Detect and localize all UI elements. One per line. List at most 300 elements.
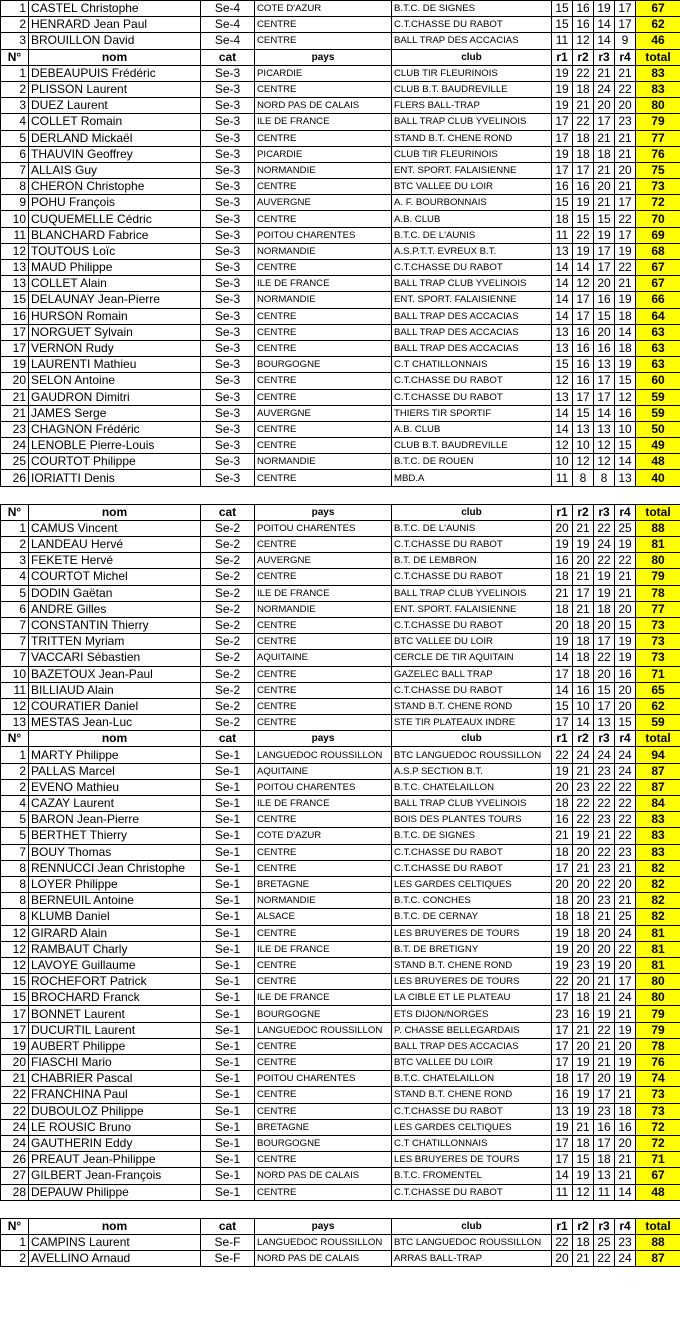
- cell-r1: 17: [552, 715, 573, 731]
- cell-r4: 17: [615, 227, 636, 243]
- cell-r2: 14: [573, 715, 594, 731]
- cell-r4: 19: [615, 1071, 636, 1087]
- cell-r4: 23: [615, 1234, 636, 1250]
- cell-rank: 8: [1, 860, 29, 876]
- cell-total: 81: [636, 957, 680, 973]
- cell-r2: 17: [573, 162, 594, 178]
- cell-cat: Se-4: [201, 17, 255, 33]
- cell-name: BARON Jean-Pierre: [29, 812, 201, 828]
- table-row: [1, 876, 680, 892]
- cell-r1: 11: [552, 470, 573, 486]
- cell-name: CHABRIER Pascal: [29, 1071, 201, 1087]
- cell-name: AVELLINO Arnaud: [29, 1251, 201, 1267]
- cell-name: COLLET Alain: [29, 276, 201, 292]
- cell-r3: 23: [594, 1103, 615, 1119]
- cell-total: 80: [636, 553, 680, 569]
- cell-pays: CENTRE: [255, 324, 392, 340]
- cell-cat: Se-2: [201, 520, 255, 536]
- cell-r2: 14: [573, 260, 594, 276]
- cell-pays: CENTRE: [255, 957, 392, 973]
- cell-name: BLANCHARD Fabrice: [29, 227, 201, 243]
- cell-rank: 17: [1, 1022, 29, 1038]
- cell-r2: 17: [573, 1071, 594, 1087]
- cell-club: B.T.C. DE L'AUNIS: [392, 520, 552, 536]
- cell-pays: POITOU CHARENTES: [255, 227, 392, 243]
- cell-pays: NORMANDIE: [255, 292, 392, 308]
- cell-r3: 13: [594, 1168, 615, 1184]
- cell-pays: ILE DE FRANCE: [255, 276, 392, 292]
- header-r2: r2: [573, 1218, 594, 1234]
- cell-total: 83: [636, 828, 680, 844]
- cell-r2: 21: [573, 98, 594, 114]
- cell-total: 87: [636, 779, 680, 795]
- cell-total: 81: [636, 925, 680, 941]
- cell-r2: 18: [573, 81, 594, 97]
- cell-total: 48: [636, 454, 680, 470]
- cell-cat: Se-1: [201, 1168, 255, 1184]
- cell-pays: CENTRE: [255, 438, 392, 454]
- cell-cat: Se-2: [201, 601, 255, 617]
- cell-r2: 16: [573, 1006, 594, 1022]
- cell-r2: 16: [573, 373, 594, 389]
- table-row: [1, 1, 680, 17]
- cell-club: A. F. BOURBONNAIS: [392, 195, 552, 211]
- cell-r2: 20: [573, 974, 594, 990]
- spacer-cell: [1, 1200, 680, 1218]
- cell-rank: 25: [1, 454, 29, 470]
- cell-rank: 28: [1, 1184, 29, 1200]
- cell-pays: CENTRE: [255, 812, 392, 828]
- cell-pays: CENTRE: [255, 682, 392, 698]
- cell-r3: 20: [594, 666, 615, 682]
- cell-r2: 16: [573, 357, 594, 373]
- cell-pays: CENTRE: [255, 1087, 392, 1103]
- cell-name: LAURENTI Mathieu: [29, 357, 201, 373]
- cell-r2: 17: [573, 389, 594, 405]
- cell-pays: CENTRE: [255, 860, 392, 876]
- cell-name: PREAUT Jean-Philippe: [29, 1152, 201, 1168]
- cell-club: B.T.C. DE L'AUNIS: [392, 227, 552, 243]
- table-row: [1, 553, 680, 569]
- cell-r4: 21: [615, 276, 636, 292]
- cell-r1: 17: [552, 1152, 573, 1168]
- cell-name: COURTOT Philippe: [29, 454, 201, 470]
- table-row: [1, 421, 680, 437]
- cell-r1: 17: [552, 1038, 573, 1054]
- table-row: [1, 957, 680, 973]
- cell-cat: Se-1: [201, 876, 255, 892]
- cell-r2: 20: [573, 553, 594, 569]
- cell-r1: 22: [552, 1234, 573, 1250]
- cell-name: PLISSON Laurent: [29, 81, 201, 97]
- cell-name: BROUILLON David: [29, 33, 201, 49]
- table-row: [1, 1168, 680, 1184]
- cell-r2: 21: [573, 763, 594, 779]
- cell-name: LENOBLE Pierre-Louis: [29, 438, 201, 454]
- cell-total: 73: [636, 650, 680, 666]
- cell-rank: 22: [1, 1103, 29, 1119]
- cell-r4: 18: [615, 1103, 636, 1119]
- cell-name: COURTOT Michel: [29, 569, 201, 585]
- cell-pays: CENTRE: [255, 1184, 392, 1200]
- table-row: [1, 520, 680, 536]
- cell-total: 67: [636, 1, 680, 17]
- cell-r4: 20: [615, 98, 636, 114]
- header-r1: r1: [552, 504, 573, 520]
- header-nom: nom: [29, 504, 201, 520]
- cell-rank: 12: [1, 957, 29, 973]
- header-r1: r1: [552, 731, 573, 747]
- cell-r4: 22: [615, 796, 636, 812]
- cell-pays: ALSACE: [255, 909, 392, 925]
- cell-r4: 18: [615, 308, 636, 324]
- cell-r3: 18: [594, 1152, 615, 1168]
- cell-r3: 22: [594, 844, 615, 860]
- cell-name: FEKETE Hervé: [29, 553, 201, 569]
- cell-r4: 22: [615, 828, 636, 844]
- cell-pays: POITOU CHARENTES: [255, 520, 392, 536]
- cell-name: CUQUEMELLE Cédric: [29, 211, 201, 227]
- cell-r4: 17: [615, 195, 636, 211]
- cell-club: C.T.CHASSE DU RABOT: [392, 617, 552, 633]
- cell-r2: 16: [573, 179, 594, 195]
- cell-cat: Se-2: [201, 585, 255, 601]
- cell-pays: CENTRE: [255, 308, 392, 324]
- cell-club: ENT. SPORT. FALAISIENNE: [392, 292, 552, 308]
- cell-club: CLUB B.T. BAUDREVILLE: [392, 81, 552, 97]
- cell-r1: 14: [552, 1168, 573, 1184]
- cell-cat: Se-1: [201, 1152, 255, 1168]
- cell-total: 84: [636, 796, 680, 812]
- cell-rank: 2: [1, 779, 29, 795]
- cell-r2: 16: [573, 1, 594, 17]
- header-total: total: [636, 1218, 680, 1234]
- table-row: [1, 227, 680, 243]
- cell-r1: 18: [552, 569, 573, 585]
- table-row: [1, 1087, 680, 1103]
- cell-rank: 11: [1, 682, 29, 698]
- table-row: [1, 569, 680, 585]
- cell-total: 82: [636, 860, 680, 876]
- header-row: [1, 504, 680, 520]
- cell-total: 71: [636, 666, 680, 682]
- cell-total: 77: [636, 130, 680, 146]
- cell-club: B.T.C. CHATELAILLON: [392, 1071, 552, 1087]
- table-row: [1, 1006, 680, 1022]
- cell-cat: Se-3: [201, 195, 255, 211]
- cell-r4: 17: [615, 17, 636, 33]
- cell-club: B.T.C. CONCHES: [392, 893, 552, 909]
- cell-pays: AQUITAINE: [255, 763, 392, 779]
- cell-r1: 15: [552, 195, 573, 211]
- cell-r1: 20: [552, 876, 573, 892]
- cell-r2: 18: [573, 146, 594, 162]
- cell-r2: 12: [573, 1184, 594, 1200]
- cell-name: PALLAS Marcel: [29, 763, 201, 779]
- cell-rank: 12: [1, 243, 29, 259]
- header-row: [1, 1218, 680, 1234]
- cell-r1: 19: [552, 763, 573, 779]
- cell-rank: 21: [1, 389, 29, 405]
- cell-name: POHU François: [29, 195, 201, 211]
- cell-r4: 19: [615, 357, 636, 373]
- cell-r1: 13: [552, 340, 573, 356]
- header-r3: r3: [594, 504, 615, 520]
- cell-pays: CENTRE: [255, 81, 392, 97]
- cell-name: HURSON Romain: [29, 308, 201, 324]
- cell-total: 63: [636, 340, 680, 356]
- table-row: [1, 179, 680, 195]
- cell-r3: 14: [594, 405, 615, 421]
- cell-r4: 16: [615, 1119, 636, 1135]
- cell-r3: 19: [594, 585, 615, 601]
- cell-rank: 5: [1, 828, 29, 844]
- cell-cat: Se-3: [201, 454, 255, 470]
- cell-rank: 6: [1, 601, 29, 617]
- table-row: [1, 990, 680, 1006]
- cell-r4: 22: [615, 941, 636, 957]
- cell-total: 64: [636, 308, 680, 324]
- cell-rank: 21: [1, 405, 29, 421]
- cell-cat: Se-3: [201, 81, 255, 97]
- cell-pays: NORMANDIE: [255, 893, 392, 909]
- cell-name: TRITTEN Myriam: [29, 634, 201, 650]
- table-row: [1, 211, 680, 227]
- cell-r4: 21: [615, 860, 636, 876]
- cell-r2: 18: [573, 1234, 594, 1250]
- cell-r4: 15: [615, 373, 636, 389]
- section-spacer: [1, 1200, 680, 1218]
- cell-club: BALL TRAP CLUB YVELINOIS: [392, 585, 552, 601]
- cell-r2: 22: [573, 812, 594, 828]
- cell-rank: 5: [1, 585, 29, 601]
- cell-total: 87: [636, 1251, 680, 1267]
- cell-name: MAUD Philippe: [29, 260, 201, 276]
- cell-name: CONSTANTIN Thierry: [29, 617, 201, 633]
- cell-rank: 13: [1, 260, 29, 276]
- cell-r4: 23: [615, 844, 636, 860]
- cell-r4: 22: [615, 812, 636, 828]
- cell-pays: CENTRE: [255, 925, 392, 941]
- cell-r3: 19: [594, 569, 615, 585]
- cell-r3: 21: [594, 828, 615, 844]
- cell-r1: 17: [552, 114, 573, 130]
- cell-r4: 22: [615, 211, 636, 227]
- cell-r1: 17: [552, 130, 573, 146]
- cell-name: BILLIAUD Alain: [29, 682, 201, 698]
- cell-pays: NORD PAS DE CALAIS: [255, 98, 392, 114]
- cell-r3: 16: [594, 340, 615, 356]
- table-row: [1, 130, 680, 146]
- cell-cat: Se-2: [201, 569, 255, 585]
- cell-r2: 19: [573, 828, 594, 844]
- cell-club: BTC LANGUEDOC ROUSSILLON: [392, 1234, 552, 1250]
- cell-rank: 6: [1, 146, 29, 162]
- cell-club: C.T.CHASSE DU RABOT: [392, 17, 552, 33]
- cell-r1: 17: [552, 1135, 573, 1151]
- cell-r4: 23: [615, 114, 636, 130]
- cell-r3: 14: [594, 17, 615, 33]
- cell-name: KLUMB Daniel: [29, 909, 201, 925]
- cell-total: 65: [636, 682, 680, 698]
- cell-rank: 24: [1, 1119, 29, 1135]
- cell-r3: 15: [594, 682, 615, 698]
- table-row: [1, 650, 680, 666]
- cell-r1: 19: [552, 537, 573, 553]
- cell-r4: 24: [615, 763, 636, 779]
- cell-cat: Se-3: [201, 98, 255, 114]
- cell-r3: 15: [594, 211, 615, 227]
- cell-name: DUCURTIL Laurent: [29, 1022, 201, 1038]
- cell-r1: 12: [552, 373, 573, 389]
- cell-pays: CENTRE: [255, 17, 392, 33]
- cell-name: BERTHET Thierry: [29, 828, 201, 844]
- cell-r1: 19: [552, 65, 573, 81]
- cell-r3: 18: [594, 146, 615, 162]
- cell-r2: 15: [573, 211, 594, 227]
- cell-cat: Se-2: [201, 666, 255, 682]
- cell-r2: 18: [573, 1135, 594, 1151]
- cell-r1: 18: [552, 211, 573, 227]
- cell-r3: 20: [594, 617, 615, 633]
- cell-r3: 16: [594, 292, 615, 308]
- table-row: [1, 812, 680, 828]
- cell-rank: 4: [1, 796, 29, 812]
- cell-r1: 23: [552, 1006, 573, 1022]
- cell-club: B.T. DE LEMBRON: [392, 553, 552, 569]
- cell-total: 59: [636, 389, 680, 405]
- cell-rank: 17: [1, 340, 29, 356]
- cell-name: GAUDRON Dimitri: [29, 389, 201, 405]
- table-row: [1, 698, 680, 714]
- cell-pays: CENTRE: [255, 373, 392, 389]
- table-row: [1, 357, 680, 373]
- cell-r2: 21: [573, 520, 594, 536]
- header-r4: r4: [615, 504, 636, 520]
- cell-cat: Se-1: [201, 1135, 255, 1151]
- cell-r2: 13: [573, 421, 594, 437]
- cell-r3: 22: [594, 553, 615, 569]
- cell-r1: 16: [552, 1087, 573, 1103]
- cell-r1: 12: [552, 438, 573, 454]
- cell-total: 66: [636, 292, 680, 308]
- cell-r3: 23: [594, 763, 615, 779]
- cell-cat: Se-1: [201, 941, 255, 957]
- cell-r4: 10: [615, 421, 636, 437]
- cell-rank: 2: [1, 763, 29, 779]
- cell-r3: 19: [594, 1006, 615, 1022]
- cell-club: C.T.CHASSE DU RABOT: [392, 1103, 552, 1119]
- cell-total: 63: [636, 357, 680, 373]
- cell-pays: BOURGOGNE: [255, 1135, 392, 1151]
- table-row: [1, 292, 680, 308]
- cell-r1: 17: [552, 162, 573, 178]
- cell-name: JAMES Serge: [29, 405, 201, 421]
- header-r4: r4: [615, 49, 636, 65]
- cell-total: 79: [636, 1022, 680, 1038]
- cell-r1: 14: [552, 308, 573, 324]
- cell-rank: 3: [1, 33, 29, 49]
- cell-club: C.T CHATILLONNAIS: [392, 1135, 552, 1151]
- cell-r2: 20: [573, 941, 594, 957]
- table-row: [1, 893, 680, 909]
- cell-cat: Se-2: [201, 715, 255, 731]
- cell-r3: 22: [594, 1251, 615, 1267]
- cell-club: C.T.CHASSE DU RABOT: [392, 1184, 552, 1200]
- cell-r2: 20: [573, 876, 594, 892]
- cell-total: 46: [636, 33, 680, 49]
- cell-cat: Se-1: [201, 1071, 255, 1087]
- cell-cat: Se-3: [201, 389, 255, 405]
- cell-r4: 15: [615, 438, 636, 454]
- cell-r3: 21: [594, 130, 615, 146]
- cell-r3: 21: [594, 162, 615, 178]
- table-row: [1, 779, 680, 795]
- cell-club: B.T.C. DE SIGNES: [392, 1, 552, 17]
- cell-cat: Se-F: [201, 1234, 255, 1250]
- table-row: [1, 682, 680, 698]
- cell-pays: AUVERGNE: [255, 405, 392, 421]
- cell-club: MBD.A: [392, 470, 552, 486]
- cell-club: B.T.C. DE ROUEN: [392, 454, 552, 470]
- cell-total: 82: [636, 893, 680, 909]
- cell-r4: 16: [615, 666, 636, 682]
- cell-pays: ILE DE FRANCE: [255, 990, 392, 1006]
- cell-cat: Se-1: [201, 925, 255, 941]
- cell-club: BALL TRAP DES ACCACIAS: [392, 1038, 552, 1054]
- cell-r1: 17: [552, 990, 573, 1006]
- cell-rank: 4: [1, 569, 29, 585]
- cell-total: 77: [636, 601, 680, 617]
- table-row: [1, 763, 680, 779]
- cell-r3: 17: [594, 1087, 615, 1103]
- cell-r4: 21: [615, 1152, 636, 1168]
- cell-total: 60: [636, 373, 680, 389]
- cell-club: B.T. DE BRETIGNY: [392, 941, 552, 957]
- cell-club: ENT. SPORT. FALAISIENNE: [392, 601, 552, 617]
- cell-r2: 17: [573, 292, 594, 308]
- table-row: [1, 373, 680, 389]
- cell-name: BROCHARD Franck: [29, 990, 201, 1006]
- cell-pays: PICARDIE: [255, 65, 392, 81]
- cell-r3: 13: [594, 715, 615, 731]
- cell-cat: Se-1: [201, 860, 255, 876]
- table-row: [1, 33, 680, 49]
- cell-name: RAMBAUT Charly: [29, 941, 201, 957]
- cell-club: STAND B.T. CHENE ROND: [392, 957, 552, 973]
- cell-r4: 16: [615, 405, 636, 421]
- table-row: [1, 1184, 680, 1200]
- cell-pays: LANGUEDOC ROUSSILLON: [255, 747, 392, 763]
- header-club: club: [392, 731, 552, 747]
- cell-cat: Se-3: [201, 114, 255, 130]
- table-row: [1, 666, 680, 682]
- cell-total: 72: [636, 1119, 680, 1135]
- cell-pays: CENTRE: [255, 844, 392, 860]
- cell-pays: CENTRE: [255, 1103, 392, 1119]
- cell-club: B.T.C. FROMENTEL: [392, 1168, 552, 1184]
- cell-r1: 15: [552, 698, 573, 714]
- cell-r4: 19: [615, 292, 636, 308]
- cell-pays: BRETAGNE: [255, 876, 392, 892]
- header-total: total: [636, 731, 680, 747]
- header-no: N°: [1, 1218, 29, 1234]
- cell-r1: 20: [552, 520, 573, 536]
- header-pays: pays: [255, 731, 392, 747]
- header-nom: nom: [29, 49, 201, 65]
- cell-cat: Se-3: [201, 470, 255, 486]
- header-club: club: [392, 504, 552, 520]
